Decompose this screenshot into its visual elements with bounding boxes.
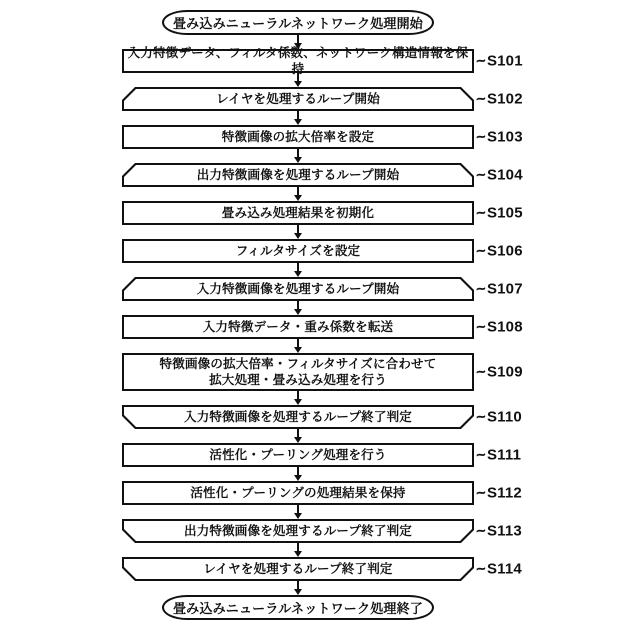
process-box-s108: [122, 315, 474, 339]
process-box-s101: [122, 46, 474, 76]
loop-end-box-s110: [122, 405, 474, 429]
step-label: フィルタサイズを設定: [235, 244, 361, 258]
loop-end-box-s113: [122, 519, 474, 543]
loop-start-box-s104: [122, 163, 474, 187]
step-id-label-s102: [474, 88, 523, 109]
process-box-s111: [122, 443, 474, 467]
step-id: S103: [486, 128, 523, 146]
step-row-s105: [122, 201, 523, 225]
leader-tilde-icon: ~: [474, 482, 488, 503]
leader-tilde-icon: ~: [474, 444, 488, 465]
leader-tilde-icon: ~: [474, 126, 488, 147]
step-row-s106: [122, 239, 523, 263]
start-terminal-label: 畳み込みニューラルネットワーク処理開始: [172, 16, 424, 31]
step-row-s109: [122, 353, 523, 391]
step-id-label-s108: [474, 316, 523, 337]
step-row-s111: [122, 443, 522, 467]
leader-tilde-icon: ~: [474, 240, 488, 261]
step-id-label-s111: [474, 444, 522, 465]
step-label: 活性化・プーリング処理を行う: [209, 448, 387, 462]
process-box-s105: [122, 201, 474, 225]
process-box-s112: [122, 481, 474, 505]
step-id: S108: [486, 318, 523, 336]
leader-tilde-icon: ~: [474, 202, 488, 223]
step-id-label-s113: [474, 520, 522, 541]
process-box-s109: [122, 353, 474, 391]
step-id: S105: [486, 204, 523, 222]
step-label: 活性化・プーリングの処理結果を保持: [190, 486, 406, 500]
cnn-flowchart: [122, 10, 523, 620]
step-row-s113: [122, 519, 522, 543]
step-id-label-s103: [474, 126, 523, 147]
step-id-label-s114: [474, 558, 522, 579]
arrow-down-icon: [122, 225, 474, 239]
step-row-s102: [122, 87, 523, 111]
step-id: S102: [486, 90, 523, 108]
arrow-down-icon: [122, 429, 474, 443]
leader-tilde-icon: ~: [474, 164, 488, 185]
step-id: S104: [486, 166, 523, 184]
step-id: S106: [486, 242, 523, 260]
step-id-label-s104: [474, 164, 523, 185]
step-id-label-s106: [474, 240, 523, 261]
step-id: S101: [486, 52, 523, 70]
step-id-label-s112: [474, 482, 522, 503]
step-label: 出力特徴画像を処理するループ開始: [196, 168, 400, 182]
leader-tilde-icon: ~: [474, 520, 488, 541]
process-box-s106: [122, 239, 474, 263]
arrow-down-icon: [122, 543, 474, 557]
arrow-down-icon: [122, 111, 474, 125]
step-row-s107: [122, 277, 523, 301]
arrow-down-icon: [122, 339, 474, 353]
arrow-down-icon: [122, 505, 474, 519]
step-id: S111: [486, 446, 522, 464]
step-id: S114: [486, 560, 522, 578]
loop-end-box-s114: [122, 557, 474, 581]
step-id-label-s110: [474, 406, 522, 427]
arrow-down-icon: [122, 149, 474, 163]
step-id: S107: [486, 280, 523, 298]
step-label: レイヤを処理するループ終了判定: [203, 562, 393, 576]
start-terminal: [162, 10, 434, 35]
loop-start-box-s102: [122, 87, 474, 111]
step-label: 出力特徴画像を処理するループ終了判定: [184, 524, 412, 538]
arrow-down-icon: [122, 187, 474, 201]
step-id: S112: [486, 484, 522, 502]
step-label: レイヤを処理するループ開始: [216, 92, 380, 106]
step-id-label-s107: [474, 278, 523, 299]
step-row-s110: [122, 405, 522, 429]
step-label: 入力特徴データ、フィルタ係数、ネットワーク構造情報を保持: [127, 46, 469, 76]
step-row-s104: [122, 163, 523, 187]
step-label: 畳み込み処理結果を初期化: [221, 206, 375, 220]
step-label: 特徴画像の拡大倍率を設定: [221, 130, 375, 144]
step-row-s114: [122, 557, 522, 581]
step-row-s103: [122, 125, 523, 149]
leader-tilde-icon: ~: [474, 406, 488, 427]
arrow-down-icon: [122, 581, 474, 595]
arrow-down-icon: [122, 467, 474, 481]
end-terminal-label: 畳み込みニューラルネットワーク処理終了: [172, 601, 424, 616]
arrow-down-icon: [122, 301, 474, 315]
step-label: 特徴画像の拡大倍率・フィルタサイズに合わせて 拡大処理・畳み込み処理を行う: [159, 357, 437, 387]
step-id-label-s109: [474, 361, 523, 382]
step-id: S113: [486, 522, 522, 540]
step-label: 入力特徴画像を処理するループ開始: [196, 282, 400, 296]
leader-tilde-icon: ~: [474, 558, 488, 579]
leader-tilde-icon: ~: [474, 361, 488, 382]
leader-tilde-icon: ~: [474, 88, 488, 109]
leader-tilde-icon: ~: [474, 316, 488, 337]
step-id: S109: [486, 363, 523, 381]
arrow-down-icon: [122, 263, 474, 277]
step-row-s112: [122, 481, 522, 505]
step-id: S110: [486, 408, 522, 426]
loop-start-box-s107: [122, 277, 474, 301]
leader-tilde-icon: ~: [474, 50, 488, 71]
step-row-s108: [122, 315, 523, 339]
step-id-label-s105: [474, 202, 523, 223]
step-row-s101: [122, 46, 523, 76]
step-label: 入力特徴画像を処理するループ終了判定: [184, 410, 412, 424]
leader-tilde-icon: ~: [474, 278, 488, 299]
end-terminal: [162, 595, 434, 620]
step-label: 入力特徴データ・重み係数を転送: [202, 320, 394, 334]
process-box-s103: [122, 125, 474, 149]
step-id-label-s101: [474, 50, 523, 71]
arrow-down-icon: [122, 391, 474, 405]
